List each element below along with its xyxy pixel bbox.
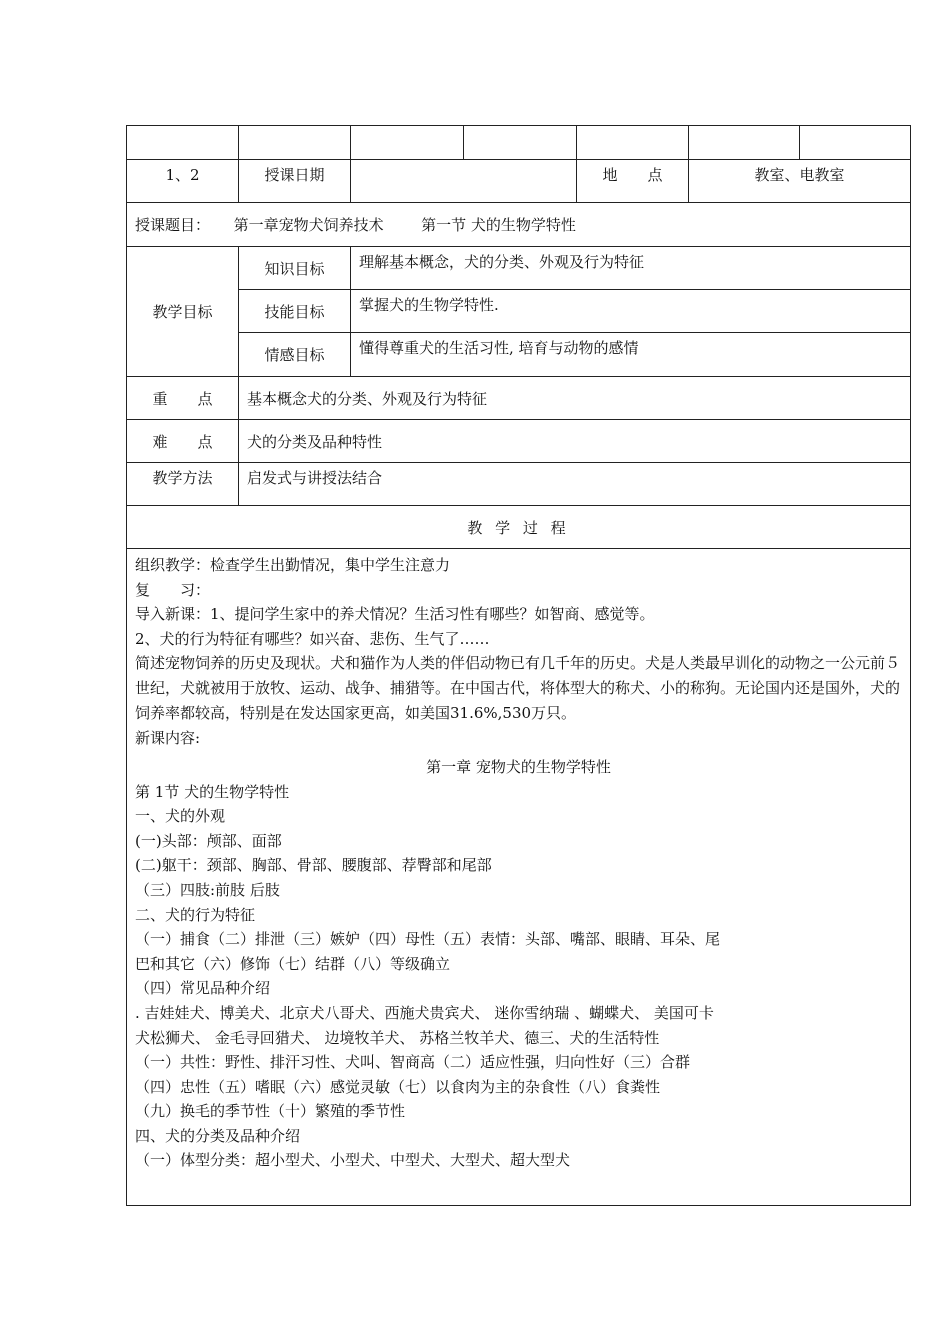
- content-line: （一）体型分类：超小型犬、小型犬、中型犬、大型犬、超大型犬: [135, 1151, 571, 1170]
- content-line: （四）常见品种介绍: [135, 979, 271, 998]
- date-row: [127, 160, 911, 203]
- objective-text: 懂得尊重犬的生活习性, 培育与动物的感情: [351, 333, 911, 377]
- content-line: （三）四肢:前肢 后肢: [135, 880, 280, 899]
- content-line: 巴和其它（六）修饰（七）结群（八）等级确立: [135, 954, 451, 973]
- process-body-row: [127, 549, 911, 1206]
- objective-type: 情感目标: [239, 333, 351, 377]
- objective-text: 掌握犬的生物学特性.: [351, 290, 911, 333]
- place-label: 地 点: [577, 160, 689, 203]
- objective-text: 理解基本概念，犬的分类、外观及行为特征: [351, 247, 911, 290]
- review-text: 复 习：: [135, 580, 211, 599]
- topic-section: 第一节 犬的生物学特性: [421, 216, 576, 234]
- difficulty-row: [127, 420, 911, 463]
- objective-row: [127, 333, 911, 377]
- empty-cell: [351, 126, 464, 160]
- content-line: 犬松狮犬、 金毛寻回猎犬、 边境牧羊犬、 苏格兰牧羊犬、德三、犬的生活特性: [135, 1028, 660, 1047]
- empty-cell: [239, 126, 351, 160]
- intro-text-2: 2、犬的行为特征有哪些？如兴奋、悲伤、生气了……: [135, 629, 490, 648]
- intro-text-1: 导入新课：1、提问学生家中的养犬情况？生活习性有哪些？如智商、感觉等。: [135, 605, 655, 624]
- content-line: （一）捕食（二）排泄（三）嫉妒（四）母性（五）表情：头部、嘴部、眼睛、耳朵、尾: [135, 930, 721, 949]
- content-line: （四）忠性（五）嗜眠（六）感觉灵敏（七）以食肉为主的杂食性（八）食粪性: [135, 1077, 661, 1096]
- content-line: 一、犬的外观: [135, 807, 226, 826]
- content-line: (一)头部：颅部、面部: [135, 831, 282, 850]
- difficulty-label: 难 点: [127, 420, 239, 463]
- empty-cell: [689, 126, 800, 160]
- objective-row: [127, 247, 911, 290]
- method-row: [127, 463, 911, 506]
- date-label: 授课日期: [239, 160, 351, 203]
- method-label: 教学方法: [127, 463, 239, 506]
- objective-type: 知识目标: [239, 247, 351, 290]
- objective-type: 技能目标: [239, 290, 351, 333]
- empty-cell: [464, 126, 577, 160]
- topic-cell: [127, 203, 911, 247]
- content-line: (二)躯干：颈部、胸部、骨部、腰腹部、荐臀部和尾部: [135, 856, 492, 875]
- difficulty-text: 犬的分类及品种特性: [239, 420, 911, 463]
- place-value: 教室、电教室: [689, 160, 911, 203]
- content-line: 二、犬的行为特征: [135, 905, 256, 924]
- method-text: 启发式与讲授法结合: [239, 463, 911, 506]
- lesson-plan-table: [126, 125, 911, 1206]
- objectives-label: 教学目标: [127, 247, 239, 377]
- key-point-text: 基本概念犬的分类、外观及行为特征: [239, 377, 911, 420]
- process-body: [127, 549, 911, 1206]
- topic-row: [127, 203, 911, 247]
- new-content-label: 新课内容:: [135, 729, 201, 748]
- content-line: （一）共性：野性、排汗习性、犬叫、智商高（二）适应性强，归向性好（三）合群: [135, 1053, 691, 1072]
- empty-cell: [127, 126, 239, 160]
- empty-cell: [800, 126, 911, 160]
- topic-chapter: 第一章宠物犬饲养技术: [233, 216, 384, 234]
- empty-header-row: [127, 126, 911, 160]
- process-heading: 教 学 过 程: [127, 506, 911, 549]
- organize-text: 组织教学：检查学生出勤情况，集中学生注意力: [135, 556, 451, 574]
- lesson-number: 1、2: [127, 160, 239, 203]
- content-line: . 吉娃娃犬、博美犬、北京犬八哥犬、西施犬贵宾犬、 迷你雪纳瑞 、蝴蝶犬、 美国可卡: [135, 1003, 714, 1022]
- content-line: 四、犬的分类及品种介绍: [135, 1126, 301, 1145]
- key-point-label: 重 点: [127, 377, 239, 420]
- topic-label: 授课题目：: [135, 216, 211, 234]
- content-line: 第 1节 犬的生物学特性: [135, 782, 290, 801]
- date-value: [351, 160, 577, 203]
- objective-row: [127, 290, 911, 333]
- empty-cell: [577, 126, 689, 160]
- process-heading-row: [127, 506, 911, 549]
- content-line: （九）换毛的季节性（十）繁殖的季节性: [135, 1102, 406, 1121]
- history-paragraph: 简述宠物饲养的历史及现状。犬和猫作为人类的伴侣动物已有几千年的历史。犬是人类最早训化的动物之一公元前５世纪，犬就被用于放牧、运动、战争、捕猎等。在中国古代，将体型大的称犬、小的称狗。无论国内还是国外，犬的饲养率都较高，特别是在发达国家更高，如美国31.6%,530万只。: [135, 654, 901, 723]
- chapter-title: 第一章 宠物犬的生物学特性: [426, 757, 611, 776]
- key-point-row: [127, 377, 911, 420]
- lesson-plan: [126, 125, 901, 1206]
